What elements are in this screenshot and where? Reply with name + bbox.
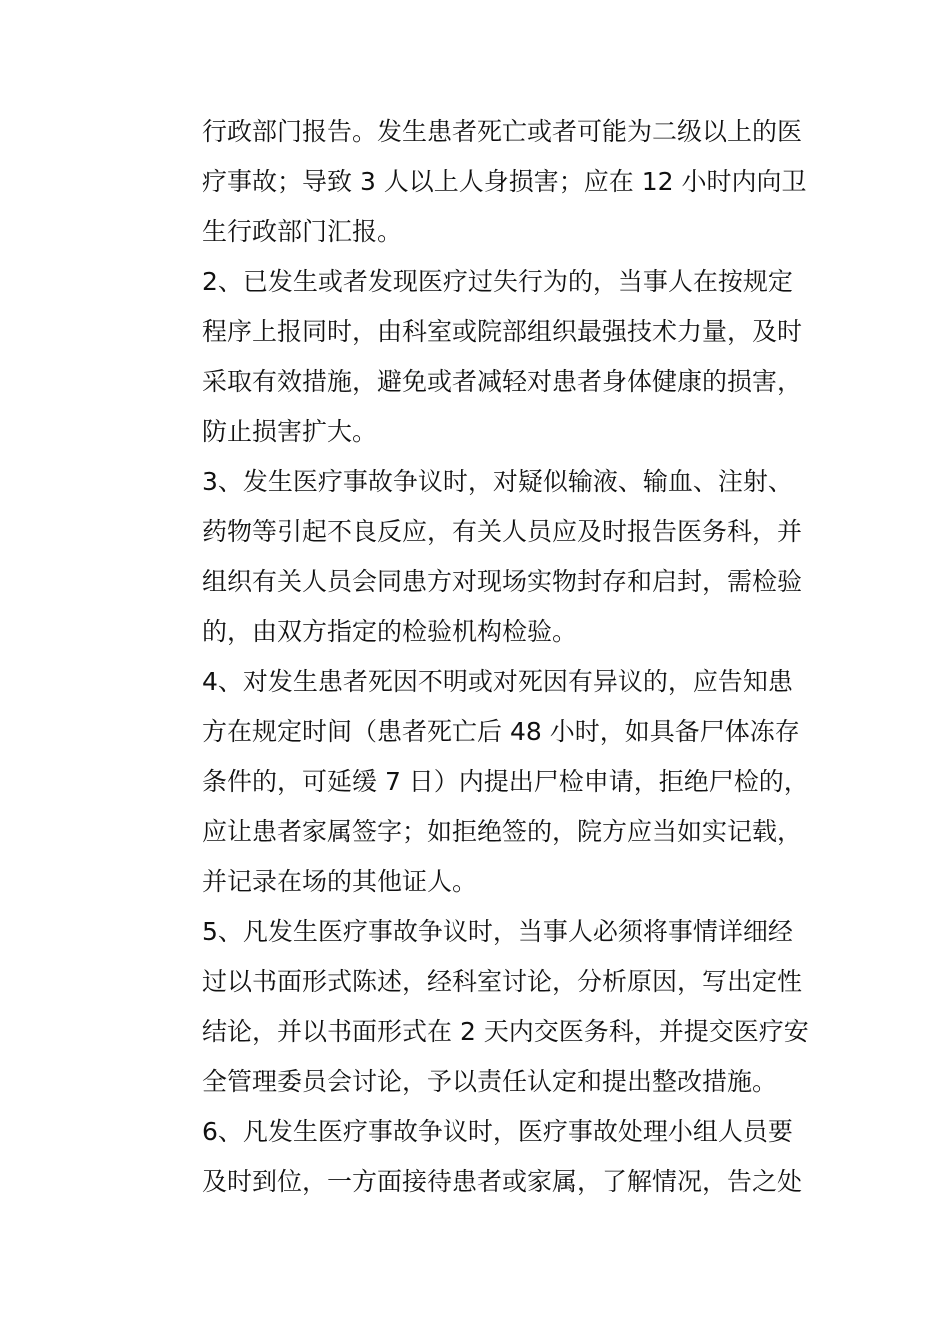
text-line: 及时到位，一方面接待患者或家属，了解情况，告之处 xyxy=(202,1167,803,1196)
text-line: 全管理委员会讨论，予以责任认定和提出整改措施。 xyxy=(202,1067,778,1096)
text-line: 行政部门报告。发生患者死亡或者可能为二级以上的医 xyxy=(202,117,803,146)
text-line: 条件的，可延缓 7 日）内提出尸检申请，拒绝尸检的， xyxy=(202,767,809,796)
text-line: 并记录在场的其他证人。 xyxy=(202,867,478,896)
text-line: 5、凡发生医疗事故争议时，当事人必须将事情详细经 xyxy=(202,917,793,946)
text-line: 防止损害扩大。 xyxy=(202,417,378,446)
text-line: 结论，并以书面形式在 2 天内交医务科，并提交医疗安 xyxy=(202,1017,809,1046)
text-line: 方在规定时间（患者死亡后 48 小时，如具备尸体冻存 xyxy=(202,717,800,746)
text-line: 4、对发生患者死因不明或对死因有异议的，应告知患 xyxy=(202,667,793,696)
text-line: 采取有效措施，避免或者减轻对患者身体健康的损害， xyxy=(202,367,803,396)
text-line: 2、已发生或者发现医疗过失行为的，当事人在按规定 xyxy=(202,267,793,296)
text-line: 药物等引起不良反应，有关人员应及时报告医务科，并 xyxy=(202,517,803,546)
text-line: 应让患者家属签字；如拒绝签的，院方应当如实记载， xyxy=(202,817,803,846)
text-line: 6、凡发生医疗事故争议时，医疗事故处理小组人员要 xyxy=(202,1117,793,1146)
text-line: 过以书面形式陈述，经科室讨论，分析原因，写出定性 xyxy=(202,967,803,996)
text-line: 程序上报同时，由科室或院部组织最强技术力量，及时 xyxy=(202,317,803,346)
text-line: 3、发生医疗事故争议时，对疑似输液、输血、注射、 xyxy=(202,467,793,496)
document-body xyxy=(202,107,812,1207)
text-line: 疗事故；导致 3 人以上人身损害；应在 12 小时内向卫 xyxy=(202,167,807,196)
text-line: 组织有关人员会同患方对现场实物封存和启封，需检验 xyxy=(202,567,803,596)
text-line: 的，由双方指定的检验机构检验。 xyxy=(202,617,578,646)
text-line: 生行政部门汇报。 xyxy=(202,217,403,246)
